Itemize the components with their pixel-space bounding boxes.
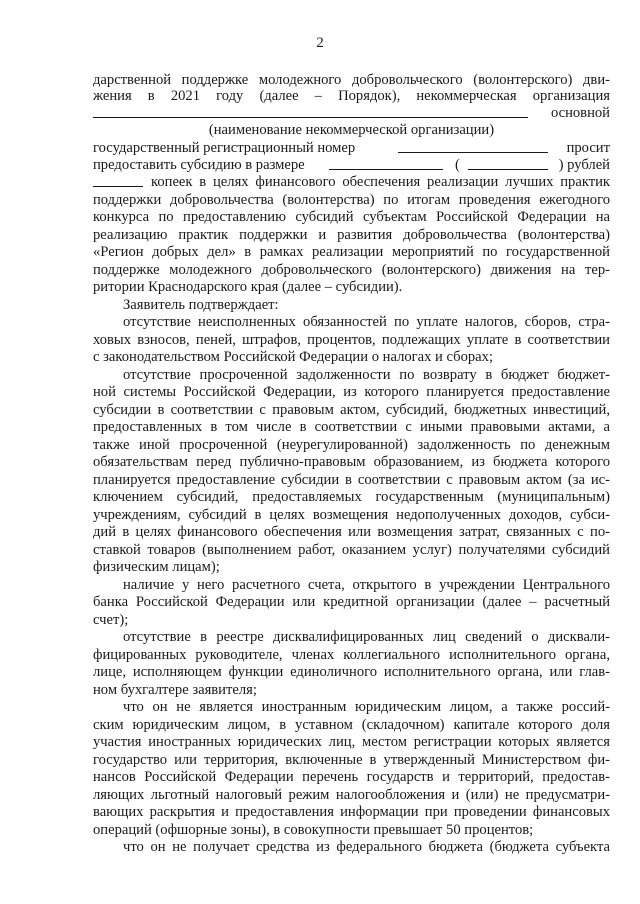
text-line: участия иностранных юридических лиц, местом регистрации которых является [93, 734, 610, 750]
reg-number-blank [398, 138, 548, 153]
text-line: что он не является иностранным юридическим лицом, а также россий- [123, 699, 610, 715]
text-line: с законодательством Российской Федерации о налогах и сборах; [93, 349, 494, 365]
text-line: обязательствам перед публично-правовым образованием, из бюджета которого [93, 454, 610, 470]
text-line: ном бухгалтере заявителя; [93, 682, 257, 698]
text-line: отсутствие в реестре дисквалифицированных лиц сведений о дисквали- [123, 629, 610, 645]
text-line: дарственной поддержке молодежного добровольческого (волонтерского) дви- [93, 72, 610, 88]
text-line: фицированных руководителе, членах коллегиального исполнительного органа, [93, 647, 610, 663]
text-line: планируется предоставление субсидии в соответствии с правовым актом (за ис- [93, 472, 610, 488]
text-line: что он не получает средства из федерального бюджета (бюджета субъекта [123, 839, 610, 855]
text-line: ключением субсидий, предоставляемых государственным (муниципальным) [93, 489, 610, 505]
text-line: предоставленных в том числе в соответствии с иными правовыми актами, а [93, 419, 610, 435]
text-line: банка Российской Федерации или кредитной организации (далее – расчетный [93, 594, 610, 610]
text-fragment: государственный регистрационный номер [93, 140, 356, 156]
text-fragment: ) рублей [558, 157, 610, 173]
text-line: ским юридическим лицом, в уставном (складочном) капитале которого доля [93, 717, 610, 733]
page-number: 2 [316, 35, 324, 51]
text-line: ховых взносов, пеней, штрафов, процентов, подлежащих уплате в соответствии [93, 332, 610, 348]
text-line: нансов Российской Федерации перечень государств и территорий, предостав- [93, 769, 610, 785]
text-line: конкурса по предоставлению субсидий субъектам Российской Федерации на [93, 209, 610, 225]
text-line: ставкой товаров (выполнением работ, оказанием услуг) получателями субсидий [93, 542, 610, 558]
text-line: поддержке молодежного добровольческого (волонтерского) движения на тер- [93, 262, 610, 278]
text-line: поддержки добровольчества (волонтерства) по итогам проведения ежегодного [93, 192, 610, 208]
text-line: учреждениям, субсидий в целях возмещения недополученных доходов, субси- [93, 507, 610, 523]
text-line: счет); [93, 612, 129, 628]
amount-digits-blank [329, 155, 443, 170]
text-fragment: просит [566, 140, 610, 156]
text-fragment: предоставить субсидию в размере [93, 157, 305, 173]
kopecks-blank [93, 172, 143, 187]
text-line: ной системы Российской Федерации, из которого планируется предоставление [93, 384, 610, 400]
org-name-caption: (наименование некоммерческой организации) [208, 122, 495, 138]
text-fragment: копеек в целях финансового обеспечения реализации лучших практик [151, 174, 610, 190]
text-line: лице, исполняющем функции единоличного исполнительного органа, или глав- [93, 664, 610, 680]
text-line: реализацию практик поддержки и развития добровольчества (волонтерства) [93, 227, 610, 243]
kopecks-line [93, 172, 610, 192]
text-line: «Регион добрых дел» в рамках реализации мероприятий по государственной [93, 244, 610, 260]
text-line: Заявитель подтверждает: [123, 297, 279, 313]
text-line: физическим лицам); [93, 559, 220, 575]
text-line: вающих раскрытия и предоставления информации при проведении финансовых [93, 804, 610, 820]
text-line: наличие у него расчетного счета, открытого в учреждении Центрального [123, 577, 610, 593]
amount-words-blank [468, 155, 548, 170]
text-line: также иной просроченной (неурегулированной) задолженность по денежным [93, 437, 610, 453]
text-line: субсидии в соответствии с правовым актом, субсидий, бюджетных инвестиций, [93, 402, 610, 418]
text-line: ляющих льготный налоговый режим налогообложения и (или) не предусматри- [93, 787, 610, 803]
text-line: ритории Краснодарского края (далее – субсидии). [93, 279, 403, 295]
text-fragment: ( [455, 157, 460, 173]
text-line: отсутствие просроченной задолженности по возврату в бюджет бюджет- [123, 367, 610, 383]
text-line: операций (офшорные зоны), в совокупности превышает 50 процентов; [93, 822, 534, 838]
text-line: отсутствие неисполненных обязанностей по уплате налогов, сборов, стра- [123, 314, 610, 330]
text-fragment: основной [550, 105, 610, 121]
text-line: дий в целях финансового обеспечения или возмещения затрат, связанных с по- [93, 524, 610, 540]
text-line: жения в 2021 году (далее – Порядок), некоммерческая организация [93, 88, 610, 104]
text-line: государство или территория, включенные в утвержденный Министерством фи- [93, 752, 610, 768]
org-name-blank [93, 103, 528, 118]
